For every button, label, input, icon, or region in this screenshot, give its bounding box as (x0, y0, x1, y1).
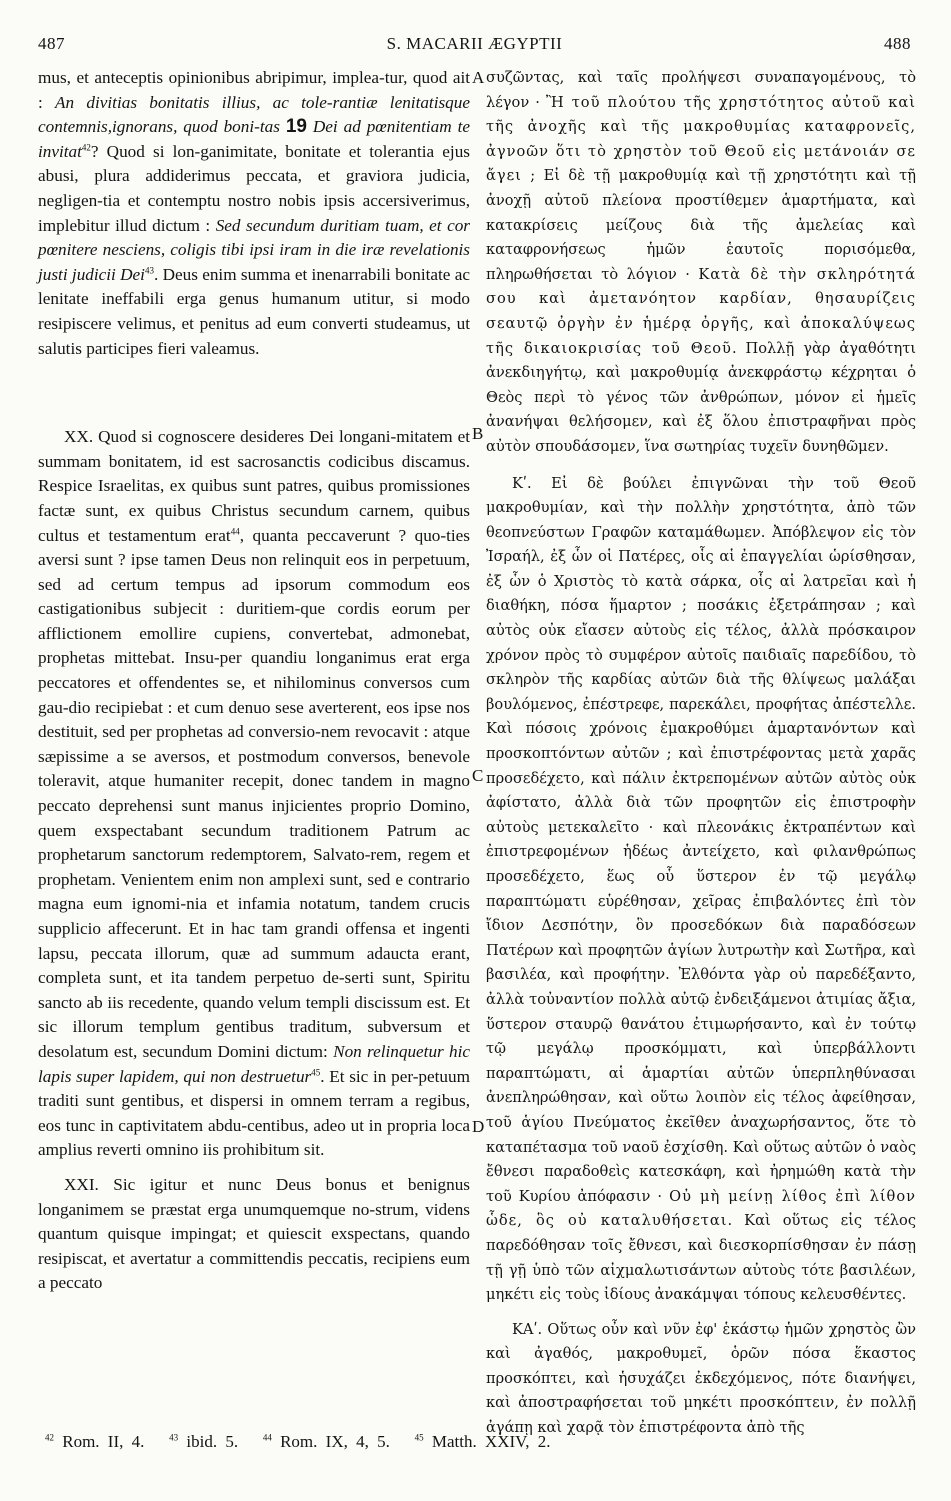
footnote-ref: 44 (230, 525, 240, 536)
latin-column (38, 66, 470, 1296)
section-marker-d: D (472, 1117, 485, 1136)
latin-paragraph-2: XX. Quod si cognoscere desideres Dei longani-mitatem et summam bonitatem, id est sacrosanctis codicibus discamus. Respice Israelitas, ex quibus sunt patres, quibus promissiones factæ sunt, ex quibus Christus secundum carnem, quibus cultus et testamentum erat$^{44}$, quanta peccaverunt ? quo-ties aversi sunt ? ipse tamen Deus non relinquit eos in perpetuum, sed ad certum tempus ad ipsorum commodum eos castigationibus subjecit : duritiem-que cordis eorum per afflictionem emollire cupiens, convertebat, admonebat, prophetas mittebat. Insu-per quandiu longanimus erat erga peccatores et offendentes se, et nihilominus conversos cum gau-dio recipiebat : et cum denuo sese averterent, eos ipse nos destituit, sed per prophetas ad conversio-nem revocavit : atque sæpissime a se aversos, et postmodum conversos, benevole toleravit, atque humaniter recepit, donec tandem in magno peccato deprehensi sunt manus injicientes proprio Domino, quem exspectabant secundum traditionem Patrum ac prophetarum sanctorum redemptorem, Salvato-rem, regem et prophetam. Venientem enim non amplexi sunt, sed e contrario magna eum ignomi-nia et infamia notatum, tandem crucis supplicio affecerunt. Et in hac tam grandi offensa et ingenti lapsu, peccata illorum, quæ ad summum adaucta erant, completa sunt, et ita tandem perpetuo de-serti sunt, Spiritu sancto ab iis recedente, quando velum templi discissum est. Et sic illorum templum gentibus traditum, subversum et desolatum est, secundum Domini dictum: Non relinquetur hic lapis super lapidem, qui non destruetur$^{45}$. Et sic in per-petuum traditi sunt gentibus, et dispersi in omnem terram a regibus, eos tunc in captivitatem abdu-centibus, adeo ut in propria loca amplius reverti omnino iis prohibitum sit. (38, 427, 470, 1160)
running-header (38, 34, 911, 58)
running-title: S. MACARII ÆGYPTII (386, 34, 563, 53)
latin-paragraph-3: XXI. Sic igitur et nunc Deus bonus et benignus longanimem se præstat erga unumquemque no-strum, videns quantum quisque impingat; et quiescit exspectans, quando resipiscat, et avertatur a committendis peccatis, recipiens eum a peccato (38, 1174, 470, 1293)
greek-paragraph-3: ΚΑʹ. Οὕτως οὖν καὶ νῦν ἐφ' ἑκάστῳ ἡμῶν χρηστὸς ὢν καὶ ἀγαθός, μακροθυμεῖ, ὁρῶν πόσα ἕκαστος προσκόπτει, καὶ ἡσυχάζει ἐκδεχόμενος, πότε διανήψει, καὶ ἀποστραφήσεται τοῦ μηκέτι προσκόπτειν, ἐν πολλῇ ἀγάπῃ καὶ χαρᾷ τὸν ἐπιστρέφοντα ἀπὸ τῆς (486, 1320, 916, 1437)
footnote: $^{45}$ Matth. XXIV, 2. (414, 1432, 551, 1451)
section-marker-a: A (472, 68, 485, 87)
greek-paragraph-1: συζῶντας, καὶ ταῖς προλήψεσι συναπαγομένους, τὸ λέγον · Ἢ τοῦ πλούτου τῆς χρηστότητος αὐτοῦ καὶ τῆς ἀνοχῆς καὶ τῆς μακροθυμίας καταφρονεῖς, ἀγνοῶν ὅτι τὸ χρηστὸν τοῦ Θεοῦ εἰς μετάνοιάν σε ἄγει ; Εἰ δὲ τῇ μακροθυμίᾳ καὶ τῇ χρηστότητι καὶ τῇ ἀνοχῇ αὐτοῦ πλείονα προστίθεμεν ἁμαρτήματα, καὶ κατακρίσεις μείζους διὰ τῆς ἀμελείας καὶ καταφρονήσεως ἡμῶν ἑαυτοῖς πορισόμεθα, πληρωθήσεται τὸ λόγιον · Κατὰ δὲ τὴν σκληρότητά σου καὶ ἀμετανόητον καρδίαν, θησαυρίζεις σεαυτῷ ὀργὴν ἐν ἡμέρᾳ ὀργῆς, καὶ ἀποκαλύψεως τῆς δικαιοκρισίας τοῦ Θεοῦ. Πολλῇ γὰρ ἀγαθότητι ἀνεκδιηγήτῳ, καὶ μακροθυμίᾳ ἀνεκφράστῳ κέχρηται ὁ Θεὸς περὶ τὸ γένος τῶν ἀνθρώπων, μόνον εἰ ἡμεῖς ἀνανήψαι θελήσομεν, καὶ ἐξ ὅλου ἐπιστραφῆναι πρὸς αὐτὸν σπουδάσομεν, ἵνα σωτηρίας τυχεῖν δυνηθῶμεν. (486, 69, 917, 455)
footnote: $^{44}$ Rom. IX, 4, 5. (262, 1432, 390, 1451)
footnote-ref: 42 (81, 142, 91, 153)
page-number-left: 487 (38, 34, 65, 53)
footnote: $^{42}$ Rom. II, 4. (45, 1432, 145, 1451)
page-number-right: 488 (884, 34, 911, 53)
latin-paragraph-1: mus, et anteceptis opinionibus abripimur, implea-tur, quod ait : An divitias bonitatis illius, ac tole-rantiæ lenitatisque contemnis,ignorans, quod boni-tas 19 Dei ad pœnitentiam te invitat$^{42}$? Quod si lon-ganimitate, bonitate et tolerantia ejus abusi, plura addiderimus peccata, et graviora judicia, negligen-tia et contemptu nostro nobis ipsis accersiverimus, implebitur illud dictum : Sed secundum duritiam tuam, et cor pœnitere nesciens, coligis tibi ipsi iram in die iræ revelationis justi judicii Dei$^{43}$. Deus enim summa et inenarrabili bonitate ac lenitate ineffabili erga genus humanum utitur, si modo resipiscere velimus, et penitus ad eum converti studeamus, ut salutis participes fieri valeamus. (38, 68, 470, 358)
section-marker-b: B (472, 424, 484, 443)
footnote-ref: 43 (144, 265, 154, 276)
footnote: $^{43}$ ibid. 5. (169, 1432, 239, 1451)
column-number: 19 (285, 116, 307, 138)
footnote-ref: 45 (311, 1066, 321, 1077)
greek-column (486, 66, 916, 1441)
section-marker-c: C (472, 766, 484, 785)
footnotes (45, 1432, 915, 1452)
greek-paragraph-2: Κʹ. Εἰ δὲ βούλει ἐπιγνῶναι τὴν τοῦ Θεοῦ μακροθυμίαν, καὶ τὴν πολλὴν χρηστότητα, ἀπὸ τῶν θεοπνεύστων Γραφῶν καταμάθωμεν. Ἀπόβλεψον εἰς τὸν Ἰσραήλ, ἐξ ὧν οἱ Πατέρες, οἷς αἱ ἐπαγγελίαι ὡρίσθησαν, ἐξ ὧν ὁ Χριστὸς τὸ κατὰ σάρκα, οἷς αἱ λατρεῖαι καὶ ἡ διαθήκη, πόσα ἥμαρτον ; ποσάκις ἐξετράπησαν ; καὶ αὐτὸς οὐκ εἴασεν αὐτοὺς εἰς τέλος, ἀλλὰ πρόσκαιρον χρόνον πρὸς τὸ συμφέρον αὐτοῖς παιδιαῖς παρεδίδου, τὸ σκληρὸν τῆς καρδίας αὐτῶν διὰ τῆς θλίψεως μαλάξαι βουλόμενος, ἐπέστρεφε, παρεκάλει, προφήτας ἀπέστελλε. Καὶ πόσοις χρόνοις ἐμακροθύμει ἁμαρτανόντων καὶ προσκοπτόντων αὐτῶν ; καὶ ἐπιστρέφοντας μετὰ χαρᾶς προσεδέχετο, καὶ πάλιν ἐκτρεπομένων αὐτῶν αὐτὸς οὐκ ἀφίστατο, ἀλλὰ διὰ τῶν προφητῶν εἰς ἐπιστροφὴν αὐτοὺς μετεκαλεῖτο · καὶ πλεονάκις ἐκτραπέντων καὶ ἐπιστρεφομένων ἡδέως ἀντείχετο, καὶ φιλανθρώπως προσεδέχετο, ἕως οὗ ὕστερον ἐν τῷ μεγάλῳ παραπτώματι εὑρέθησαν, χεῖρας ἐπιβαλόντες ἐπὶ τὸν ἴδιον Δεσπότην, ὃν προσεδόκων διὰ παραδόσεων Πατέρων καὶ προφητῶν ἁγίων λυτρωτὴν καὶ Σωτῆρα, καὶ βασιλέα, καὶ προφήτην. Ἐλθόντα γὰρ οὐ παρεδέξαντο, ἀλλὰ τοὐναντίον πολλὰ αὐτῷ ἐνδειξάμενοι ἀτιμίας ἄξια, ὕστερον σταυρῷ θανάτου ἐτιμωρήσαντο, καὶ ἐν τούτῳ τῷ μεγάλῳ προσκόμματι, καὶ ὑπερβάλλοντι παραπτώματι, αἱ ἁμαρτίαι αὐτῶν ὑπερπληθύνασαι ἀνεπληρώθησαν, καὶ οὕτω λοιπὸν εἰς τέλος ἀφείθησαν, τοῦ ἁγίου Πνεύματος ἐκεῖθεν ἀναχωρήσαντος, ὅτε τὸ καταπέτασμα τοῦ ναοῦ ἐσχίσθη. Καὶ οὕτως αὐτῶν ὁ ναὸς ἔθνεσι παραδοθεὶς κατεσκάφη, καὶ ἠρημώθη κατὰ τὴν τοῦ Κυρίου ἀπόφασιν · Οὐ μὴ μείνῃ λίθος ἐπὶ λίθον ὧδε, ὃς οὐ καταλυθήσεται. Καὶ οὕτως εἰς τέλος παρεδόθησαν τοῖς ἔθνεσι, καὶ διεσκορπίσθησαν ἐν πάσῃ τῇ γῇ ὑπὸ τῶν αἰχμαλωτισάντων αὐτοὺς τότε βασιλέων, μηκέτι εἰς τοὺς ἰδίους ἀνακάμψαι τόπους κελευσθέντες. (486, 474, 916, 1304)
